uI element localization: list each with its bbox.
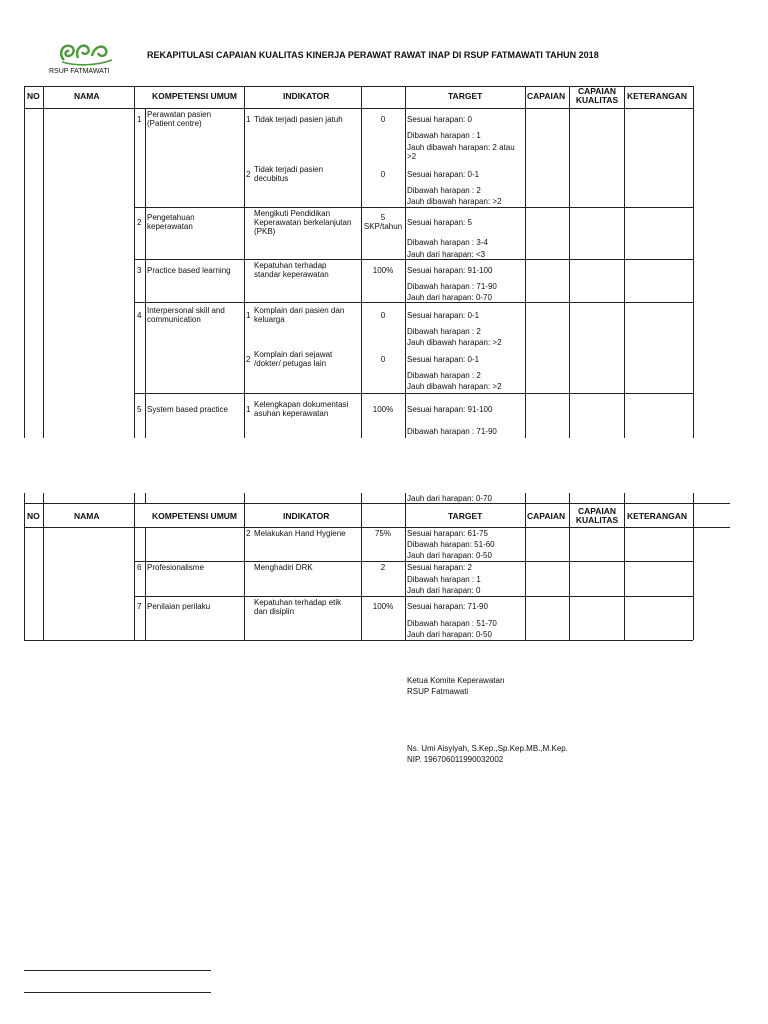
indikator-no: 2 bbox=[246, 529, 251, 538]
col-header-capaian: CAPAIAN bbox=[527, 91, 566, 101]
kompetensi-label: Penilaian perilaku bbox=[147, 602, 211, 611]
indikator-label: Mengikuti Pendidikan Keperawatan berkelanjutan (PKB) bbox=[254, 209, 352, 236]
col-header-capaian-kualitas: CAPAIAN KUALITAS bbox=[575, 506, 619, 525]
target-dibawah: Dibawah harapan : 2 bbox=[407, 186, 481, 195]
indikator-label: Komplain dari pasien dan keluarga bbox=[254, 306, 345, 324]
logo bbox=[44, 38, 124, 78]
indikator-label: Melakukan Hand Hygiene bbox=[254, 529, 346, 538]
nilai: 75% bbox=[374, 529, 391, 538]
indikator-no: 2 bbox=[246, 355, 251, 364]
col-header-no: NO bbox=[27, 511, 40, 521]
col-header-no: NO bbox=[27, 91, 40, 101]
kompetensi-label: Pengetahuan keperawatan bbox=[147, 213, 195, 231]
target-dibawah: Dibawah harapan : 51-70 bbox=[407, 619, 497, 628]
kompetensi-no: 3 bbox=[137, 266, 142, 275]
signature-role: Ketua Komite Keperawatan bbox=[407, 676, 505, 685]
target-dibawah: Dibawah harapan : 1 bbox=[407, 575, 481, 584]
target-dibawah: Dibawah harapan : 71-90 bbox=[407, 427, 497, 436]
kompetensi-no: 2 bbox=[137, 218, 142, 227]
target-jauh: Jauh dari harapan: 0-50 bbox=[407, 551, 492, 560]
nilai: 100% bbox=[372, 266, 394, 275]
nilai: 0 bbox=[380, 115, 386, 124]
indikator-label: Kepatuhan terhadap standar keperawatan bbox=[254, 261, 329, 279]
col-header-keterangan: KETERANGAN bbox=[627, 511, 687, 521]
col-header-target: TARGET bbox=[448, 91, 483, 101]
indikator-label: Menghadiri DRK bbox=[254, 563, 313, 572]
nilai: 0 bbox=[380, 311, 386, 320]
target-sesuai: Sesuai harapan: 0-1 bbox=[407, 311, 480, 320]
kompetensi-no: 1 bbox=[137, 115, 142, 124]
col-header-indikator: INDIKATOR bbox=[283, 91, 330, 101]
target-sesuai: Sesuai harapan: 0-1 bbox=[407, 170, 480, 179]
target-jauh: Jauh dibawah harapan: >2 bbox=[407, 338, 502, 347]
col-header-capaian: CAPAIAN bbox=[527, 511, 566, 521]
logo-icon bbox=[56, 38, 116, 66]
target-dibawah: Dibawah harapan : 2 bbox=[407, 327, 481, 336]
indikator-no: 1 bbox=[246, 311, 251, 320]
col-header-nama: NAMA bbox=[74, 91, 100, 101]
footer-rule bbox=[24, 970, 211, 971]
col-header-capaian-kualitas: CAPAIAN KUALITAS bbox=[575, 86, 619, 105]
target-dibawah: Dibawah harapan : 71-90 bbox=[407, 282, 497, 291]
target-sesuai: Sesuai harapan: 91-100 bbox=[407, 266, 493, 275]
kompetensi-label: Perawatan pasien (Patient centre) bbox=[147, 110, 212, 128]
col-header-target: TARGET bbox=[448, 511, 483, 521]
col-header-kompetensi: KOMPETENSI UMUM bbox=[152, 511, 237, 521]
kompetensi-label: System based practice bbox=[147, 405, 228, 414]
target-sesuai: Sesuai harapan: 61-75 bbox=[407, 529, 488, 538]
signature-name: Ns. Umi Aisyiyah, S.Kep.,Sp.Kep.MB.,M.Kep. bbox=[407, 744, 568, 753]
nilai: 0 bbox=[380, 355, 386, 364]
nilai: 0 bbox=[380, 170, 386, 179]
col-header-keterangan: KETERANGAN bbox=[627, 91, 687, 101]
target-jauh: Jauh dibawah harapan: 2 atau >2 bbox=[407, 143, 515, 161]
indikator-label: Komplain dari sejawat /dokter/ petugas lain bbox=[254, 350, 333, 368]
target-sesuai: Sesuai harapan: 0 bbox=[407, 115, 472, 124]
footer-rule bbox=[24, 992, 211, 993]
kompetensi-no: 7 bbox=[137, 602, 142, 611]
indikator-label: Tidak terjadi pasien decubitus bbox=[254, 165, 324, 183]
kompetensi-label: Profesionalisme bbox=[147, 563, 204, 572]
logo-text: RSUP FATMAWATI bbox=[49, 68, 110, 75]
target-jauh: Jauh dari harapan: 0-70 bbox=[407, 293, 492, 302]
target-dibawah: Dibawah harapan : 1 bbox=[407, 131, 481, 140]
kompetensi-label: Practice based learning bbox=[147, 266, 231, 275]
target-jauh: Jauh dibawah harapan: >2 bbox=[407, 197, 502, 206]
kompetensi-no: 6 bbox=[137, 563, 142, 572]
nilai: 5 SKP/tahun bbox=[363, 213, 403, 231]
indikator-no: 2 bbox=[246, 170, 251, 179]
nilai: 100% bbox=[372, 602, 394, 611]
signature-org: RSUP Fatmawati bbox=[407, 687, 469, 696]
indikator-label: Kelengkapan dokumentasi asuhan keperawatan bbox=[254, 400, 349, 418]
indikator-label: Kepatuhan terhadap etik dan disiplin bbox=[254, 598, 342, 616]
kompetensi-no: 5 bbox=[137, 405, 142, 414]
col-header-kompetensi: KOMPETENSI UMUM bbox=[152, 91, 237, 101]
target-jauh: Jauh dari harapan: 0-50 bbox=[407, 630, 492, 639]
indikator-no: 1 bbox=[246, 405, 251, 414]
target-jauh: Jauh dari harapan: <3 bbox=[407, 250, 486, 259]
target-jauh-carry: Jauh dari harapan: 0-70 bbox=[407, 494, 492, 503]
target-jauh: Jauh dari harapan: 0 bbox=[407, 586, 481, 595]
target-dibawah: Dibawah harapan: 51-60 bbox=[407, 540, 495, 549]
kompetensi-no: 4 bbox=[137, 311, 142, 320]
target-jauh: Jauh dibawah harapan: >2 bbox=[407, 382, 502, 391]
signature-nip: NIP. 196706011990032002 bbox=[407, 755, 504, 764]
target-sesuai: Sesuai harapan: 2 bbox=[407, 563, 472, 572]
target-dibawah: Dibawah harapan : 3-4 bbox=[407, 238, 488, 247]
col-header-indikator: INDIKATOR bbox=[283, 511, 330, 521]
col-header-nama: NAMA bbox=[74, 511, 100, 521]
nilai: 100% bbox=[372, 405, 394, 414]
target-sesuai: Sesuai harapan: 91-100 bbox=[407, 405, 493, 414]
indikator-label: Tidak terjadi pasien jatuh bbox=[254, 115, 343, 124]
page-title: REKAPITULASI CAPAIAN KUALITAS KINERJA PERAWAT RAWAT INAP DI RSUP FATMAWATI TAHUN 2018 bbox=[147, 50, 599, 60]
kompetensi-label: Interpersonal skill and communication bbox=[147, 306, 225, 324]
target-sesuai: Sesuai harapan: 5 bbox=[407, 218, 472, 227]
target-sesuai: Sesuai harapan: 0-1 bbox=[407, 355, 480, 364]
target-sesuai: Sesuai harapan: 71-90 bbox=[407, 602, 488, 611]
nilai: 2 bbox=[380, 563, 386, 572]
target-dibawah: Dibawah harapan : 2 bbox=[407, 371, 481, 380]
indikator-no: 1 bbox=[246, 115, 251, 124]
